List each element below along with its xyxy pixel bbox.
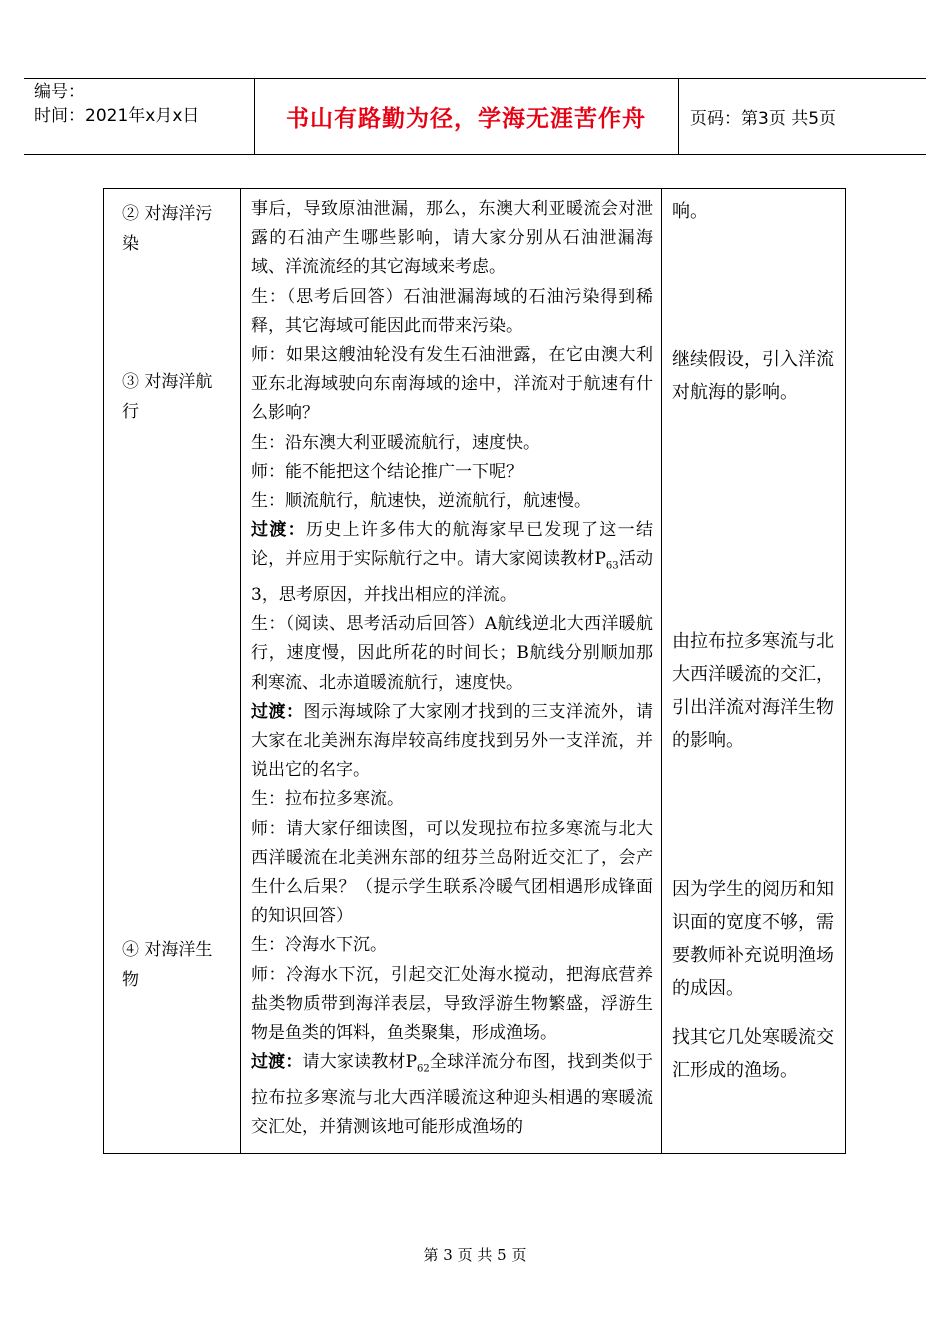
lesson-table [103,188,846,1154]
document-time-label: 时间：2021年x月x日 [34,106,200,126]
header-bottom-rule [24,154,926,155]
paragraph: 生：顺流航行，航速快，逆流航行，航速慢。 [251,491,591,512]
paragraph: 生：冷海水下沉。 [251,935,387,956]
paragraph-text: 全球洋流分布图，找到类似于拉布拉多寒流与北大西洋暖流这种迎头相遇的寒暖流交汇处，并猜测该地可能形成渔场的 [251,1052,654,1138]
page-footer: 第 3 页 共 5 页 [423,1246,527,1264]
paragraph [251,516,653,610]
paragraph: 师：如果这艘油轮没有发生石油泄露，在它由澳大利亚东北海域驶向东南海域的途中，洋流对于航速有什么影响？ [251,345,653,424]
topic-marine-life: ④ 对海洋生物 [122,940,213,990]
header-page-info: 页码：第3页 共5页 [690,109,837,129]
header-meta [34,80,199,128]
design-note: 找其它几处寒暖流交汇形成的渔场。 [672,1027,834,1081]
design-note: 因为学生的阅历和知识面的宽度不够，需要教师补充说明渔场的成因。 [672,879,834,999]
teaching-process-text [241,189,661,1142]
paragraph-text: 历史上许多伟大的航海家早已发现了这一结论，并应用于实际航行之中。请大家阅读教材P [251,520,653,570]
page-subscript: 62 [417,1063,430,1075]
topic-pollution: ② 对海洋污染 [122,204,213,254]
paragraph: 师：冷海水下沉，引起交汇处海水搅动，把海底营养盐类物质带到海洋表层，导致浮游生物繁盛，浮游生物是鱼类的饵料，鱼类聚集，形成渔场。 [251,964,653,1044]
paragraph: 生：拉布拉多寒流。 [251,789,404,810]
paragraph-text: 活动3，思考原因，并找出相应的洋流。 [251,549,653,606]
topic-navigation: ③ 对海洋航行 [122,372,213,422]
paragraph: 生：沿东澳大利亚暖流航行，速度快。 [251,432,540,453]
teaching-process-column [241,189,662,1154]
paragraph [251,1048,653,1142]
transition-keyword: 过渡： [251,1052,303,1073]
design-notes-column [662,189,846,1154]
transition-keyword: 过渡： [251,701,304,722]
paragraph: 师：能不能把这个结论推广一下呢？ [251,461,523,482]
lesson-table-row [104,189,846,1154]
paragraph: 生：（思考后回答）石油泄漏海域的石油污染得到稀释，其它海域可能因此而带来污染。 [251,286,653,336]
document-number-label: 编号： [34,82,85,102]
topic-column [104,189,241,1154]
paragraph: 生：（阅读、思考活动后回答）A航线逆北大西洋暖航行，速度慢，因此所花的时间长；B航线分别顺加那利寒流、北赤道暖流航行，速度快。 [251,614,653,693]
paragraph: 事后，导致原油泄漏，那么，东澳大利亚暖流会对泄露的石油产生哪些影响，请大家分别从石油泄漏海域、洋流流经的其它海域来考虑。 [251,199,653,278]
header-top-rule [24,78,926,79]
page-subscript: 63 [605,560,619,572]
paragraph-text: 请大家读教材P [302,1052,418,1073]
paragraph [251,698,653,786]
paragraph: 师：请大家仔细读图，可以发现拉布拉多寒流与北大西洋暖流在北美洲东部的纽芬兰岛附近交汇了，会产生什么后果？（提示学生联系冷暖气团相遇形成锋面的知识回答） [251,818,653,927]
header-motto: 书山有路勤为径，学海无涯苦作舟 [286,106,646,132]
header-divider-right [678,78,679,154]
design-note: 响。 [672,201,708,222]
paragraph-text: 图示海域除了大家刚才找到的三支洋流外，请大家在北美洲东海岸较高纬度找到另外一支洋流，并说出它的名字。 [251,701,653,781]
design-note: 由拉布拉多寒流与北大西洋暖流的交汇，引出洋流对海洋生物的影响。 [672,631,834,751]
transition-keyword: 过渡： [251,520,306,541]
design-note: 继续假设，引入洋流对航海的影响。 [672,349,834,403]
